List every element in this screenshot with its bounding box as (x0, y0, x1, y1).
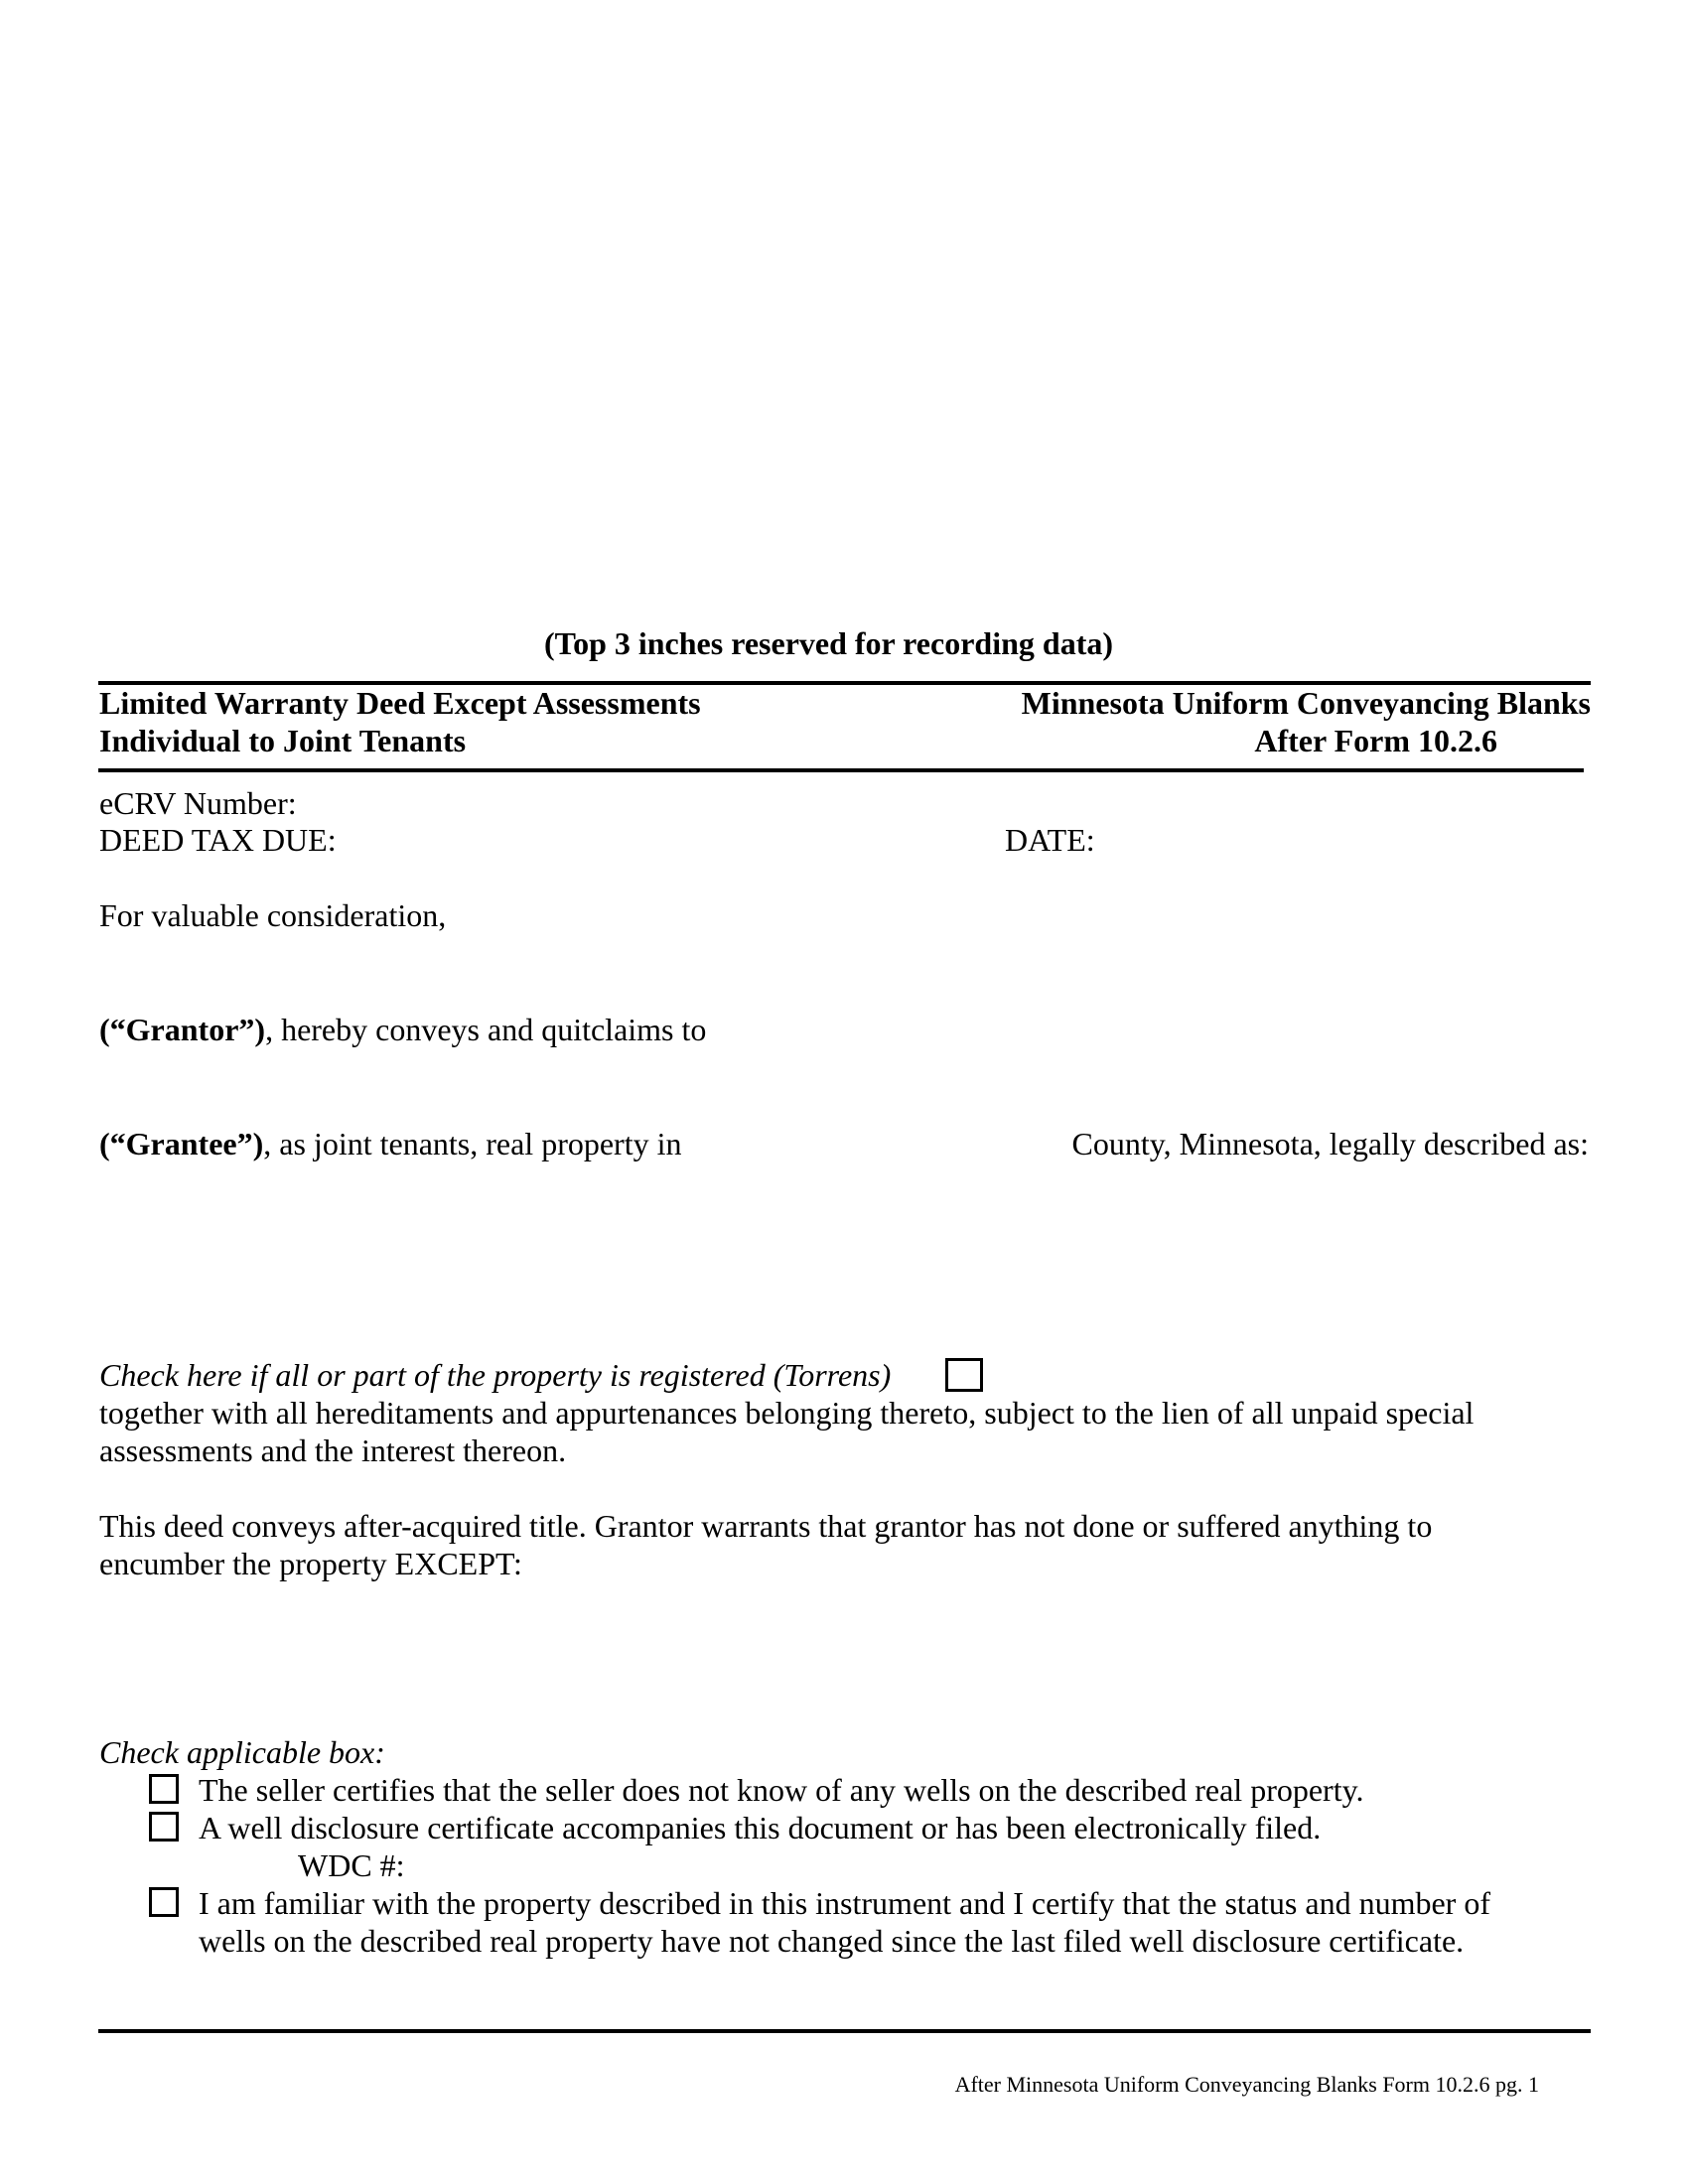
wells-option-3-checkbox[interactable] (149, 1887, 179, 1917)
form-title: Limited Warranty Deed Except Assessments (99, 685, 701, 721)
wdc-number-label: WDC #: (298, 1847, 405, 1883)
footer-rule (98, 2029, 1591, 2033)
wells-option-1-checkbox[interactable] (149, 1774, 179, 1804)
consideration-text: For valuable consideration, (99, 897, 447, 933)
hereditaments-line-2: assessments and the interest thereon. (99, 1433, 567, 1468)
form-subtitle: Individual to Joint Tenants (99, 723, 467, 758)
hereditaments-line-1: together with all hereditaments and appurtenances belonging thereto, subject to the lien of all unpaid special (99, 1395, 1475, 1431)
grantor-clause (99, 1011, 706, 1048)
wells-option-2-checkbox[interactable] (149, 1812, 179, 1842)
wells-option-3-line-2: wells on the described real property have not changed since the last filed well disclosure certificate. (199, 1923, 1465, 1959)
header-bottom-rule (98, 768, 1584, 772)
date-label: DATE: (1005, 822, 1095, 858)
wells-option-3-line-1: I am familiar with the property described in this instrument and I certify that the status and number of (199, 1885, 1490, 1921)
torrens-check-label: Check here if all or part of the property is registered (Torrens) (99, 1357, 892, 1393)
footer-text: After Minnesota Uniform Conveyancing Blanks Form 10.2.6 pg. 1 (954, 2072, 1539, 2097)
after-acquired-line-2: encumber the property EXCEPT: (99, 1546, 522, 1581)
wells-option-1-text: The seller certifies that the seller does not know of any wells on the described real property. (199, 1772, 1364, 1808)
grantor-term: (“Grantor”) (99, 1012, 266, 1047)
ecrv-number-label: eCRV Number: (99, 785, 297, 821)
form-source: Minnesota Uniform Conveyancing Blanks (1021, 685, 1591, 721)
deed-tax-due-label: DEED TAX DUE: (99, 822, 337, 858)
after-acquired-line-1: This deed conveys after-acquired title. Grantor warrants that grantor has not done or suffered anything to (99, 1508, 1433, 1544)
wells-heading: Check applicable box: (99, 1734, 385, 1770)
grantee-text: , as joint tenants, real property in (263, 1126, 682, 1161)
grantee-clause (99, 1125, 681, 1162)
torrens-checkbox[interactable] (945, 1358, 983, 1392)
wells-option-2-text: A well disclosure certificate accompanies this document or has been electronically filed. (199, 1810, 1322, 1845)
recording-note: (Top 3 inches reserved for recording data) (544, 625, 1113, 661)
form-number: After Form 10.2.6 (1254, 723, 1497, 758)
grantor-text: , hereby conveys and quitclaims to (265, 1012, 707, 1047)
county-text: County, Minnesota, legally described as: (1071, 1126, 1589, 1161)
grantee-term: (“Grantee”) (99, 1126, 264, 1161)
